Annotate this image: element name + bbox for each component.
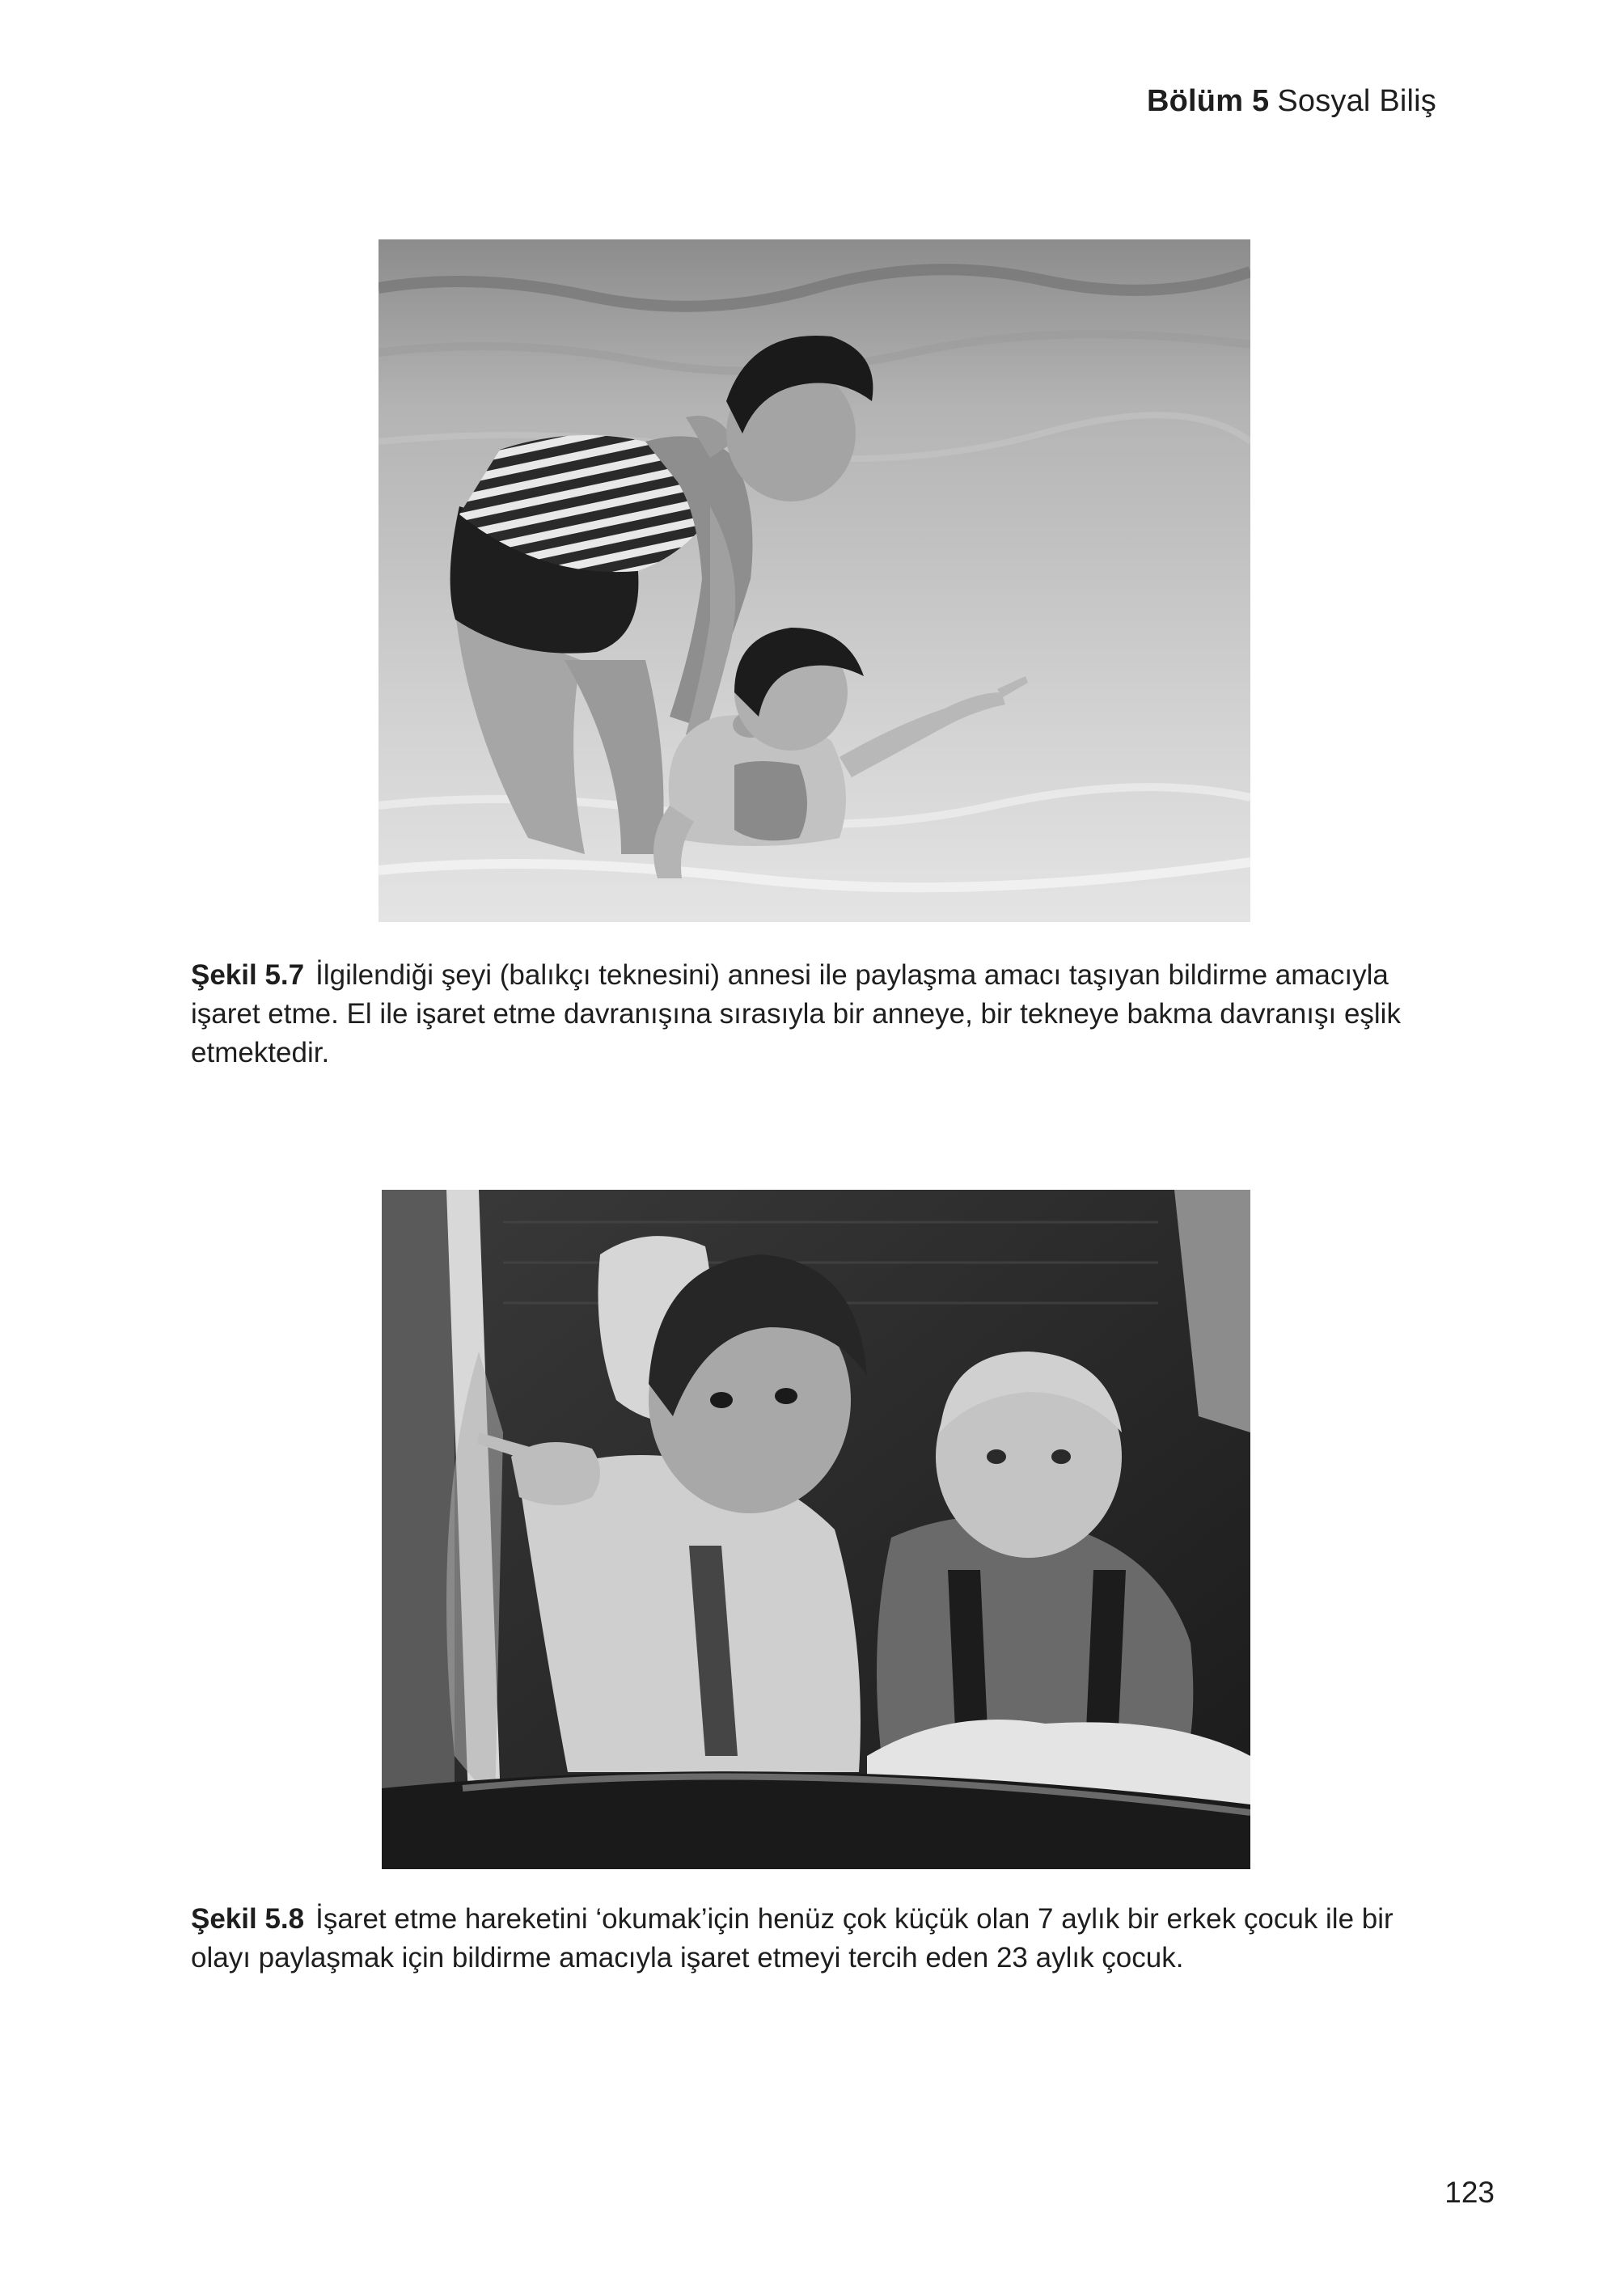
running-head — [1147, 84, 1436, 119]
chapter-title: Sosyal Biliş — [1277, 84, 1436, 118]
stroller-photo-illustration — [382, 1190, 1250, 1869]
figure-number: Şekil 5.7 — [191, 959, 305, 991]
figure-number: Şekil 5.8 — [191, 1903, 305, 1935]
page-number: 123 — [1444, 2176, 1495, 2209]
figure-5-7-caption — [191, 956, 1453, 1072]
caption-text: İşaret etme hareketini ‘okumak’için henüz çok küçük olan 7 aylık bir erkek çocuk ile bir olayı paylaşmak için bildirme amacıyla işaret etmeyi tercih eden 23 aylık çocuk. — [191, 1903, 1394, 1974]
caption-text: İlgilendiği şeyi (balıkçı teknesini) annesi ile paylaşma amacı taşıyan bildirme amacıyla işaret etme. El ile işaret etme davranışına sırasıyla bir anneye, bir tekneye bakma davranışı eşlik etmektedir. — [191, 959, 1401, 1068]
figure-5-8-photo — [382, 1190, 1250, 1869]
chapter-label: Bölüm 5 — [1147, 84, 1270, 118]
beach-photo-illustration — [379, 239, 1250, 922]
figure-5-7-photo — [379, 239, 1250, 922]
figure-5-8-caption — [191, 1900, 1453, 1978]
